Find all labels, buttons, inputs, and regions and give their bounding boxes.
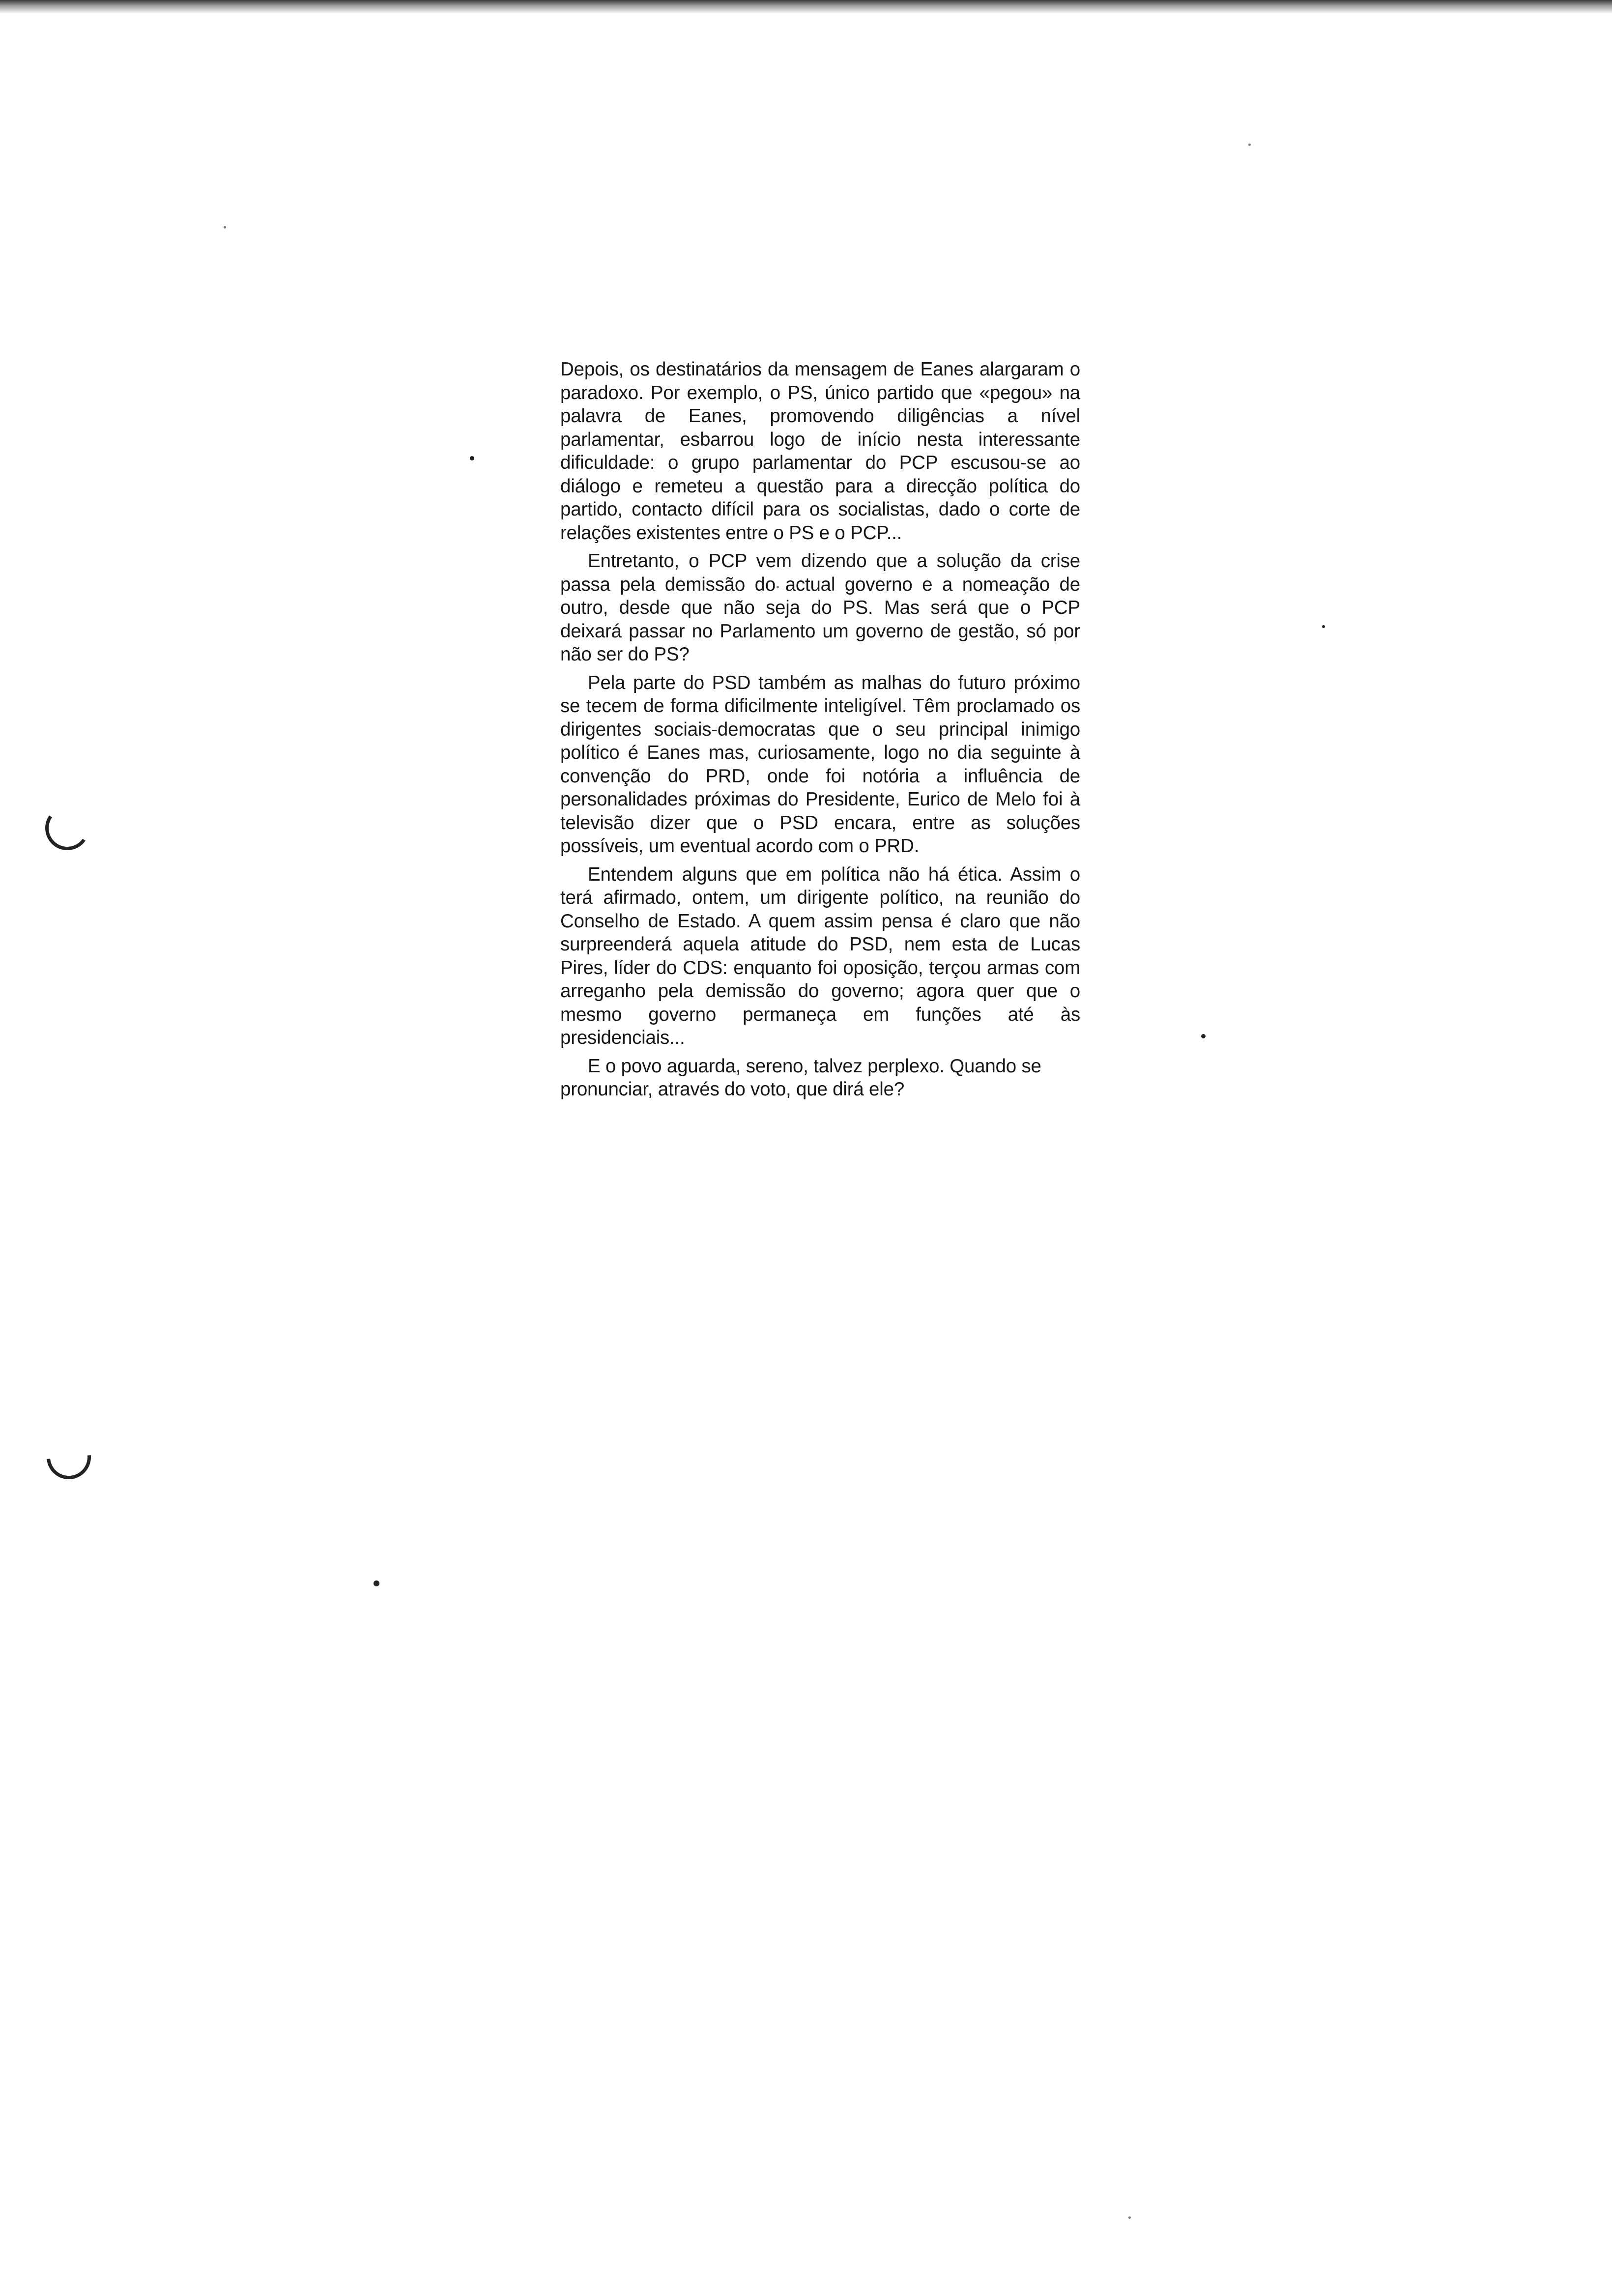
punch-hole-mark-lower [38, 1426, 100, 1489]
punch-hole-mark-upper [42, 803, 93, 854]
scan-speck [224, 226, 226, 229]
scan-speck [1322, 625, 1325, 628]
article-paragraph-1: Depois, os destinatários da mensagem de Eanes alargaram o paradoxo. Por exemplo, o PS, único partido que «pegou» na palavra de Eanes, promovendo diligências a nível parlamentar, esbarrou logo de início nesta interessante dificuldade: o grupo parlamentar do PCP escusou-se ao diálogo e remeteu a questão para a direcção política do partido, contacto difícil para os socialistas, dado o corte de relações existentes entre o PS e o PCP... [560, 359, 1080, 544]
scan-speck [470, 456, 474, 460]
article-paragraph-4: Entendem alguns que em política não há ética. Assim o terá afirmado, ontem, um dirigente político, na reunião do Conselho de Estado. A quem assim pensa é claro que não surpreenderá aquela atitude do PSD, nem esta de Lucas Pires, líder do CDS: enquanto foi oposição, terçou armas com arreganho pela demissão do governo; agora quer que o mesmo governo permaneça em funções até às presidenciais... [560, 863, 1080, 1048]
article-paragraph-2: Entretanto, o PCP vem dizendo que a solução da crise passa pela demissão do actual governo e a nomeação de outro, desde que não seja do PS. Mas será que o PCP deixará passar no Parlamento um governo de gestão, só por não ser do PS? [560, 550, 1080, 665]
scan-top-edge [0, 0, 1612, 14]
article-paragraph-3: Pela parte do PSD também as malhas do futuro próximo se tecem de forma dificilmente inteligível. Têm proclamado os dirigentes sociais-democratas que o seu principal inimigo político é Eanes mas, curiosamente, logo no dia seguinte à convenção do PRD, onde foi notória a influência de personalidades próximas do Presidente, Eurico de Melo foi à televisão dizer que o PSD encara, entre as soluções possíveis, um eventual acordo com o PRD. [560, 672, 1080, 857]
scan-speck [1201, 1034, 1206, 1038]
article-paragraph-5: E o povo aguarda, sereno, talvez perplexo. Quando se pronunciar, através do voto, que dirá ele? [560, 1055, 1041, 1100]
scan-speck [1248, 144, 1251, 146]
scan-speck [374, 1580, 379, 1586]
scan-speck [1128, 2216, 1131, 2219]
newspaper-article-column [560, 358, 1080, 1106]
